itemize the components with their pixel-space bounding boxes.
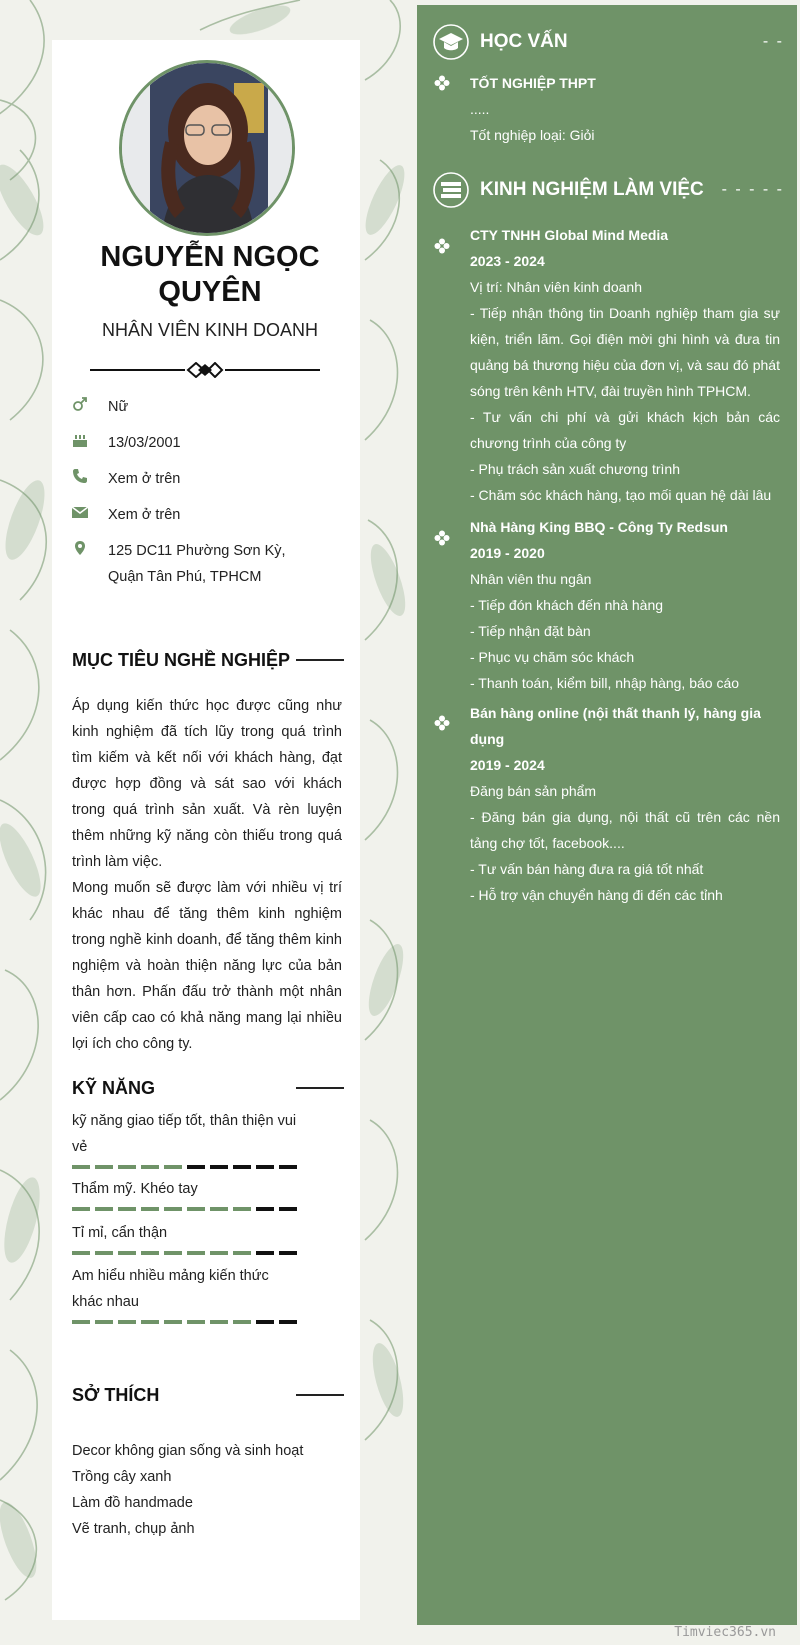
flower-bullet-icon — [434, 530, 450, 546]
skill-label: kỹ năng giao tiếp tốt, thân thiện vui vẻ — [72, 1113, 297, 1155]
experience-role: Đăng bán sản phẩm — [470, 783, 597, 799]
hobby-item: Làm đồ handmade — [72, 1495, 193, 1511]
email-icon — [72, 502, 108, 528]
skill-level-segment — [256, 1251, 274, 1255]
flower-bullet-icon — [434, 75, 450, 91]
skill-level-segment — [233, 1251, 251, 1255]
objective-title: MỤC TIÊU NGHỀ NGHIỆP — [72, 649, 291, 670]
skill-level-bar — [72, 1320, 300, 1324]
experience-line: - Tiếp nhận đặt bàn — [470, 623, 591, 639]
experience-line: - Tiếp nhận thông tin Doanh nghiệp tham gia sự kiện, triển lãm. Gọi điện mời ghi hình và đưa tin quảng bá thương hiệu của đơn vị, và sau đó phát sóng trên kênh HTV, đài truyền hình TPHCM. — [470, 305, 780, 399]
phone-text: Xem ở trên — [108, 471, 181, 487]
skill-level-bar — [72, 1251, 300, 1255]
skill-level-bar — [72, 1165, 300, 1169]
skill-level-segment — [187, 1251, 205, 1255]
book-stack-icon — [432, 171, 470, 209]
flower-bullet-icon — [434, 238, 450, 254]
skill-level-segment — [164, 1251, 182, 1255]
experience-title: KINH NGHIỆM LÀM VIỆC — [480, 179, 704, 200]
experience-company: Bán hàng online (nội thất thanh lý, hàng gia dụng — [470, 705, 761, 747]
hobbies-title: SỞ THÍCH — [72, 1384, 160, 1405]
skill-level-segment — [279, 1320, 297, 1324]
skill-level-segment — [72, 1165, 90, 1169]
skill-level-segment — [256, 1165, 274, 1169]
experience-role: Vị trí: Nhân viên kinh doanh — [470, 279, 642, 295]
skill-item — [72, 1220, 300, 1255]
name-divider — [90, 362, 320, 378]
experience-line: - Tư vấn bán hàng đưa ra giá tốt nhất — [470, 861, 704, 877]
avatar — [119, 60, 295, 236]
avatar-photo-icon — [122, 63, 292, 233]
hobby-item: Decor không gian sống và sinh hoạt — [72, 1443, 304, 1459]
experience-line: - Đăng bán gia dụng, nội thất cũ trên các nền tảng chợ tốt, facebook.... — [470, 809, 780, 851]
skill-level-segment — [95, 1320, 113, 1324]
objective-title-line — [296, 659, 344, 661]
skill-level-segment — [256, 1207, 274, 1211]
skill-level-segment — [210, 1207, 228, 1211]
birthday-text: 13/03/2001 — [108, 435, 181, 451]
skill-label: Thẩm mỹ. Khéo tay — [72, 1181, 198, 1197]
skill-level-segment — [164, 1165, 182, 1169]
skill-level-segment — [118, 1251, 136, 1255]
job-title: NHÂN VIÊN KINH DOANH — [101, 320, 319, 340]
gender-text: Nữ — [108, 399, 129, 415]
education-period: ..... — [470, 101, 490, 117]
skill-level-segment — [256, 1320, 274, 1324]
email-text: Xem ở trên — [108, 507, 181, 523]
skill-level-segment — [141, 1207, 159, 1211]
experience-line: - Phục vụ chăm sóc khách — [470, 649, 635, 665]
skill-level-segment — [210, 1165, 228, 1169]
experience-role: Nhân viên thu ngân — [470, 571, 592, 587]
experience-line: - Chăm sóc khách hàng, tạo mối quan hệ dài lâu — [470, 487, 772, 503]
experience-line: - Phụ trách sản xuất chương trình — [470, 461, 680, 477]
skills-section-title — [72, 1076, 344, 1100]
education-title: HỌC VẤN — [480, 31, 568, 52]
experience-period: 2023 - 2024 — [470, 253, 545, 269]
objective-paragraph: Mong muốn sẽ được làm với nhiều vị trí khác nhau để tăng thêm kinh nghiệm trong nghề kinh doanh, để tăng thêm kinh nghiệm và hoàn thiện năng lực của bản thân hơn. Phấn đấu trở thành một nhân viên cấp cao có khả năng mang lại nhiều lợi ích cho công ty. — [72, 880, 342, 1052]
graduation-cap-icon — [432, 23, 470, 61]
skill-level-segment — [279, 1251, 297, 1255]
skill-level-bar — [72, 1207, 300, 1211]
skill-level-segment — [233, 1165, 251, 1169]
info-gender — [72, 394, 352, 420]
skill-item — [72, 1176, 300, 1211]
skill-level-segment — [95, 1207, 113, 1211]
skill-level-segment — [187, 1320, 205, 1324]
skill-level-segment — [187, 1207, 205, 1211]
objective-section-title — [72, 648, 344, 672]
skill-level-segment — [95, 1251, 113, 1255]
skill-level-segment — [72, 1320, 90, 1324]
birthday-cake-icon — [72, 430, 108, 456]
hobbies-section-title — [72, 1383, 344, 1407]
experience-entry — [470, 514, 780, 696]
skill-level-segment — [118, 1207, 136, 1211]
skill-level-segment — [95, 1165, 113, 1169]
hobby-item: Vẽ tranh, chụp ảnh — [72, 1521, 195, 1537]
skill-level-segment — [164, 1320, 182, 1324]
education-detail: Tốt nghiệp loại: Giỏi — [470, 127, 595, 143]
education-entry — [470, 70, 780, 148]
skill-level-segment — [279, 1165, 297, 1169]
experience-period: 2019 - 2020 — [470, 545, 545, 561]
skill-level-segment — [279, 1207, 297, 1211]
skills-title-line — [296, 1087, 344, 1089]
experience-title-dash: - - - - - — [721, 181, 784, 198]
skill-level-segment — [233, 1207, 251, 1211]
experience-entry — [470, 222, 780, 508]
experience-line: - Tư vấn chi phí và gửi khách kịch bản các chương trình của công ty — [470, 409, 780, 451]
hobbies-title-line — [296, 1394, 344, 1396]
skill-item — [72, 1108, 300, 1169]
skills-title: KỸ NĂNG — [72, 1077, 156, 1098]
hobby-item: Trồng cây xanh — [72, 1469, 172, 1485]
experience-line: - Hỗ trợ vận chuyển hàng đi đến các tỉnh — [470, 887, 723, 903]
skill-label: Am hiểu nhiều mảng kiến thức khác nhau — [72, 1268, 269, 1310]
skill-level-segment — [164, 1207, 182, 1211]
objective-text — [72, 693, 342, 1057]
experience-company: Nhà Hàng King BBQ - Công Ty Redsun — [470, 519, 728, 535]
info-birthday — [72, 430, 352, 456]
flower-bullet-icon — [434, 715, 450, 731]
experience-company: CTY TNHH Global Mind Media — [470, 227, 669, 243]
site-watermark: Timviec365.vn — [674, 1625, 776, 1640]
education-title-dash: - - — [762, 33, 784, 50]
skill-level-segment — [233, 1320, 251, 1324]
skill-level-segment — [141, 1320, 159, 1324]
objective-paragraph: Áp dụng kiến thức học được cũng như kinh nghiệm đã tích lũy trong quá trình tìm kiếm và kết nối với khách hàng, đạt được hợp đồng và sát sao với khách trong quá trình sản xuất. Và rèn luyện thêm những kỹ năng còn thiếu trong quá trình làm việc. — [72, 698, 342, 870]
skill-level-segment — [187, 1165, 205, 1169]
experience-line: - Thanh toán, kiểm bill, nhập hàng, báo cáo — [470, 675, 740, 691]
education-section-title — [432, 22, 784, 62]
skill-level-segment — [141, 1251, 159, 1255]
info-phone — [72, 466, 352, 492]
hobbies-list — [72, 1438, 342, 1542]
experience-section-title — [432, 170, 784, 210]
skill-level-segment — [72, 1207, 90, 1211]
skill-level-segment — [141, 1165, 159, 1169]
skill-label: Tỉ mỉ, cẩn thận — [72, 1225, 168, 1241]
candidate-name: NGUYỄN NGỌC QUYÊN — [100, 241, 320, 308]
skill-level-segment — [118, 1165, 136, 1169]
info-address — [72, 538, 352, 590]
gender-icon — [72, 394, 108, 420]
experience-period: 2019 - 2024 — [470, 757, 545, 773]
experience-entry — [470, 700, 780, 908]
education-school: TỐT NGHIỆP THPT — [470, 75, 596, 91]
phone-icon — [72, 466, 108, 492]
info-email — [72, 502, 352, 528]
location-pin-icon — [72, 538, 108, 590]
skill-level-segment — [118, 1320, 136, 1324]
address-text: 125 DC11 Phường Sơn Kỳ, Quận Tân Phú, TPHCM — [108, 543, 286, 585]
experience-line: - Tiếp đón khách đến nhà hàng — [470, 597, 664, 613]
skill-item — [72, 1263, 300, 1324]
skill-level-segment — [210, 1320, 228, 1324]
skill-level-segment — [72, 1251, 90, 1255]
skill-level-segment — [210, 1251, 228, 1255]
